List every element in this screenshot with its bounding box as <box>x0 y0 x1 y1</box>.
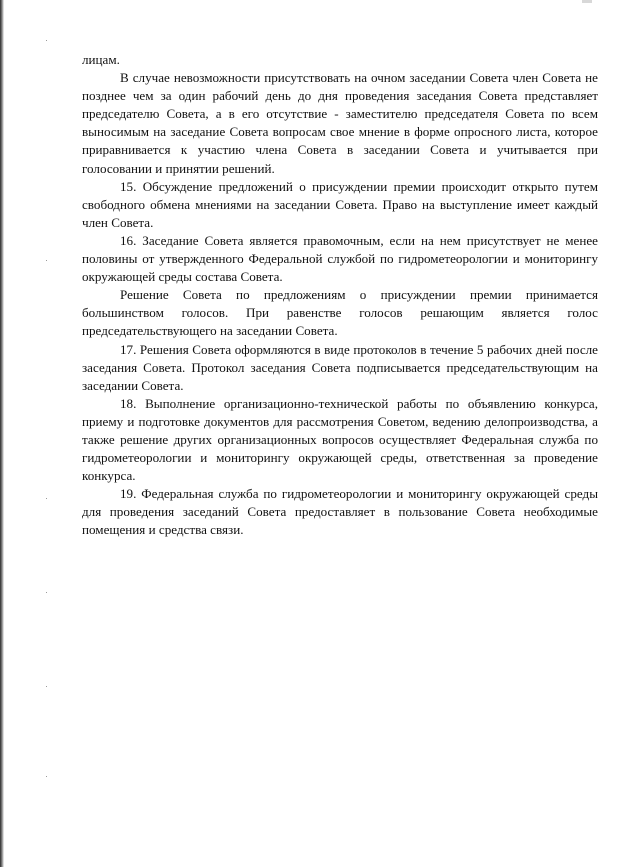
paragraph-absence-vote: В случае невозможности присутствовать на очном заседании Совета член Совета не позднее чем за один рабочий день до дня проведения заседания Совета представляет председателю Совета, а в его отсутствие - заместителю председателя Совета по всем выносимым на заседание Совета вопросам свое мнение в форме опросного листа, которое приравнивается к участию члена Совета в заседании Совета и учитывается при голосовании и принятии решений. <box>82 70 598 176</box>
document-body <box>82 51 598 540</box>
margin-speck <box>46 776 47 777</box>
margin-speck <box>46 686 47 687</box>
margin-speck <box>46 498 47 499</box>
scan-artifact <box>582 0 592 3</box>
paragraph-continuation: лицам. <box>82 52 120 67</box>
margin-speck <box>46 40 47 41</box>
scan-edge <box>0 0 4 867</box>
paragraph-item-17: 17. Решения Совета оформляются в виде протоколов в течение 5 рабочих дней после заседания Совета. Протокол заседания Совета подписывается председательствующим на заседании Совета. <box>82 341 598 393</box>
paragraph-item-15: 15. Обсуждение предложений о присуждении премии происходит открыто путем свободного обмена мнениями на заседании Совета. Право на выступление имеет каждый член Совета. <box>82 178 598 230</box>
paragraph-decision-majority: Решение Совета по предложениям о присуждении премии принимается большинством голосов. При равенстве голосов решающим является голос председательствующего на заседании Совета. <box>82 287 598 339</box>
margin-speck <box>46 592 47 593</box>
margin-speck <box>46 260 47 261</box>
paragraph-item-18: 18. Выполнение организационно-технической работы по объявлению конкурса, приему и подготовке документов для рассмотрения Советом, ведению делопроизводства, а также решение других организационных вопросов осуществляет Федеральная служба по гидрометеорологии и мониторингу окружающей среды, ответственная за проведение конкурса. <box>82 395 598 484</box>
paragraph-item-16: 16. Заседание Совета является правомочным, если на нем присутствует не менее половины от утвержденного Федеральной службой по гидрометеорологии и мониторингу окружающей среды состава Совета. <box>82 232 598 285</box>
paragraph-item-19: 19. Федеральная служба по гидрометеорологии и мониторингу окружающей среды для проведения заседаний Совета предоставляет в пользование Совета необходимые помещения и средства связи. <box>82 486 598 538</box>
